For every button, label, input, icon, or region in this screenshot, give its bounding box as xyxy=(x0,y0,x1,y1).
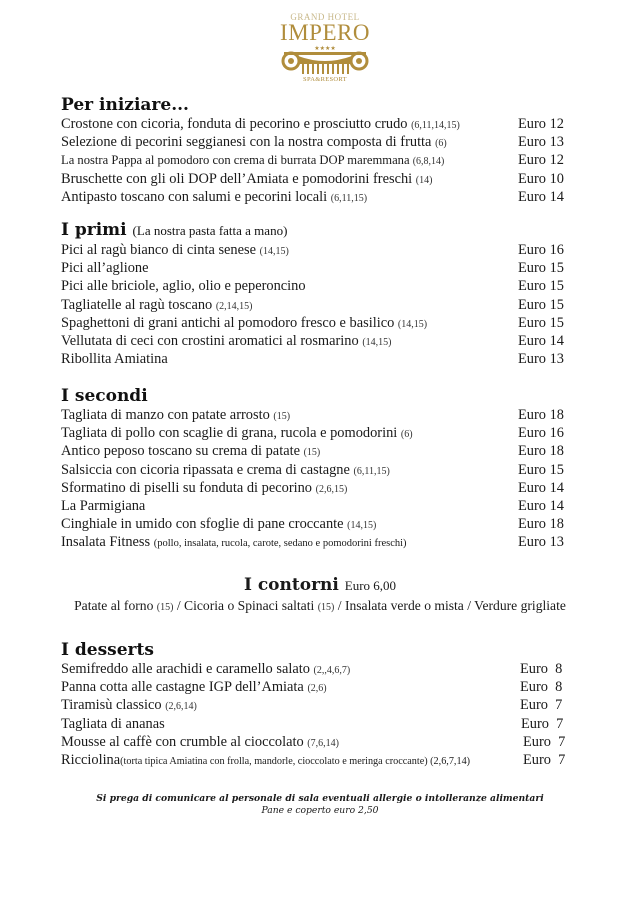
item-allergens: (6) xyxy=(400,429,413,441)
item-name: Tagliata di ananas xyxy=(61,715,165,732)
item-price: Euro 15 xyxy=(518,314,564,331)
item-allergens: (15) xyxy=(273,411,291,422)
allergy-notice: Si prega di comunicare al personale di sala eventuali allergie o intolleranze alimentari xyxy=(96,793,544,804)
menu-item xyxy=(61,241,571,259)
menu-item xyxy=(61,115,571,133)
section-desserts xyxy=(61,640,571,769)
item-description: (pollo, insalata, rucola, carote, sedano e pomodorini freschi) xyxy=(153,538,407,550)
item-price: Euro 13 xyxy=(518,351,564,368)
hotel-logo xyxy=(270,8,380,84)
item-name: Sformatino di piselli su fonduta di pecorino xyxy=(61,479,312,496)
item-allergens: (6,11,14,15) xyxy=(411,120,460,131)
menu-item xyxy=(61,133,571,151)
item-name: Tagliata di pollo con scaglie di grana, rucola e pomodorini xyxy=(61,425,398,442)
item-price: Euro 7 xyxy=(520,697,563,714)
contorni-item: Insalata verde o mista xyxy=(344,598,464,613)
logo-grand-hotel: GRAND HOTEL xyxy=(290,12,360,22)
item-price: Euro 10 xyxy=(518,170,564,187)
contorni-item: Patate al forno xyxy=(74,598,154,613)
item-name: Ricciolina xyxy=(61,751,121,768)
contorni-item: Verdure grigliate xyxy=(474,598,566,613)
item-price: Euro 15 xyxy=(518,278,564,295)
item-price: Euro 15 xyxy=(518,296,564,313)
item-name: Pici all’aglione xyxy=(61,260,149,277)
item-price: Euro 18 xyxy=(518,516,564,533)
item-name: Semifreddo alle arachidi e caramello salato xyxy=(61,661,310,677)
item-price: Euro 18 xyxy=(518,407,564,423)
column-capital-icon xyxy=(278,44,372,76)
item-price: Euro 7 xyxy=(523,751,566,768)
item-price: Euro 7 xyxy=(521,715,564,732)
item-allergens: (2,6,15) xyxy=(315,483,348,495)
item-allergens: (2,14,15) xyxy=(215,300,253,312)
menu-item xyxy=(61,406,571,424)
item-price: Euro 16 xyxy=(518,425,564,442)
menu-item xyxy=(61,497,571,515)
menu-item xyxy=(61,533,571,551)
item-name: Panna cotta alle castagne IGP dell’Amiata xyxy=(61,679,304,696)
menu-item xyxy=(61,715,571,733)
section-title: I desserts xyxy=(61,640,154,660)
item-price: Euro 8 xyxy=(520,661,563,677)
section-title-text: I primi xyxy=(61,220,127,240)
item-price: Euro 18 xyxy=(518,443,564,460)
cover-charge: Pane e coperto euro 2,50 xyxy=(261,805,379,816)
item-name: Cinghiale in umido con sfoglie di pane croccante xyxy=(61,516,344,533)
menu-item xyxy=(61,424,571,442)
item-price: Euro 8 xyxy=(520,679,563,696)
item-price: Euro 12 xyxy=(518,116,564,132)
item-price: Euro 14 xyxy=(518,479,564,496)
item-allergens: (14,15) xyxy=(362,336,392,348)
item-allergens: (15) xyxy=(317,602,335,613)
item-allergens: (6,8,14) xyxy=(412,156,445,168)
item-name: Crostone con cicoria, fonduta di pecorino e prosciutto crudo xyxy=(61,116,408,132)
item-allergens: (15) xyxy=(303,447,321,459)
menu-item xyxy=(61,350,571,368)
menu-item xyxy=(61,442,571,460)
menu-item xyxy=(61,515,571,533)
item-allergens: (2,6) xyxy=(307,683,327,695)
item-price: Euro 13 xyxy=(518,134,564,151)
contorni-item: Cicoria o Spinaci saltati xyxy=(184,598,315,613)
menu-item xyxy=(61,314,571,332)
item-name: Mousse al caffè con crumble al cioccolato xyxy=(61,733,304,750)
footer xyxy=(0,793,640,817)
item-price: Euro 13 xyxy=(518,534,564,551)
contorni-items xyxy=(0,597,640,617)
item-description: (torta tipica Amiatina con frolla, mandorle, cioccolato e meringa croccante) (2,6,7,14) xyxy=(120,755,471,767)
item-name: Salsiccia con cicoria ripassata e crema di castagne xyxy=(61,461,350,478)
item-price: Euro 15 xyxy=(518,260,564,277)
item-price: Euro 16 xyxy=(518,242,564,258)
menu-item xyxy=(61,188,571,206)
separator: / xyxy=(173,598,185,613)
menu-item xyxy=(61,696,571,714)
menu-item xyxy=(61,277,571,295)
item-allergens: (14,15) xyxy=(347,520,377,532)
item-allergens: (14,15) xyxy=(397,318,428,330)
menu-item xyxy=(61,332,571,350)
item-price: Euro 15 xyxy=(518,461,564,478)
item-allergens: (6,11,15) xyxy=(330,192,368,204)
section-secondi xyxy=(61,386,571,552)
item-price: Euro 12 xyxy=(518,152,564,169)
item-allergens: (14,15) xyxy=(259,246,289,257)
section-title: Per iniziare... xyxy=(61,95,189,115)
section-primi xyxy=(61,220,571,368)
item-name: La Parmigiana xyxy=(61,497,146,514)
section-title xyxy=(0,575,640,596)
item-name: Pici alle briciole, aglio, olio e peperoncino xyxy=(61,278,306,295)
item-name: Vellutata di ceci con crostini aromatici al rosmarino xyxy=(61,332,359,349)
item-name: La nostra Pappa al pomodoro con crema di burrata DOP maremmana xyxy=(61,153,410,168)
item-price: Euro 14 xyxy=(518,188,564,205)
item-name: Spaghettoni di grani antichi al pomodoro fresco e basilico xyxy=(61,314,395,331)
item-allergens: (2,6,14) xyxy=(165,701,197,713)
item-allergens: (15) xyxy=(156,602,174,613)
item-allergens: (7,6,14) xyxy=(307,737,339,749)
menu-item xyxy=(61,259,571,277)
menu-item xyxy=(61,151,571,169)
item-allergens: (6,11,15) xyxy=(353,465,390,477)
logo-impero: IMPERO xyxy=(280,20,370,45)
logo-stars: ★★★★ xyxy=(314,45,336,52)
item-price: Euro 7 xyxy=(523,733,566,750)
contorni-price: Euro 6,00 xyxy=(344,578,397,593)
item-name: Antico peposo toscano su crema di patate xyxy=(61,443,300,460)
separator: / xyxy=(463,598,475,613)
item-allergens: (6) xyxy=(435,138,447,150)
item-name: Selezione di pecorini seggianesi con la nostra composta di frutta xyxy=(61,134,432,151)
menu-item xyxy=(61,660,571,678)
menu-item xyxy=(61,296,571,314)
logo-spa-resort: SPA&RESORT xyxy=(303,76,347,83)
item-name: Tiramisù classico xyxy=(61,697,162,714)
menu-item xyxy=(61,461,571,479)
menu-item xyxy=(61,751,571,769)
section-title-text: I contorni xyxy=(243,575,339,595)
section-title: I secondi xyxy=(61,386,148,406)
section-subtitle: (La nostra pasta fatta a mano) xyxy=(132,223,288,238)
item-price: Euro 14 xyxy=(518,497,564,514)
item-name: Insalata Fitness xyxy=(61,534,151,551)
item-price: Euro 14 xyxy=(518,332,564,349)
item-allergens: (2,,4,6,7) xyxy=(313,665,351,676)
menu-item xyxy=(61,733,571,751)
menu-item xyxy=(61,170,571,188)
item-name: Antipasto toscano con salumi e pecorini locali xyxy=(61,188,328,205)
section-title xyxy=(61,220,571,241)
section-contorni xyxy=(0,575,640,617)
menu-item xyxy=(61,678,571,696)
item-name: Ribollita Amiatina xyxy=(61,351,168,368)
item-name: Tagliatelle al ragù toscano xyxy=(61,296,213,313)
item-allergens: (14) xyxy=(415,174,433,186)
item-name: Tagliata di manzo con patate arrosto xyxy=(61,407,270,423)
section-starters xyxy=(61,95,571,206)
item-name: Bruschette con gli oli DOP dell’Amiata e pomodorini freschi xyxy=(61,170,413,187)
separator: / xyxy=(334,598,345,613)
menu-item xyxy=(61,479,571,497)
item-name: Pici al ragù bianco di cinta senese xyxy=(61,242,257,258)
